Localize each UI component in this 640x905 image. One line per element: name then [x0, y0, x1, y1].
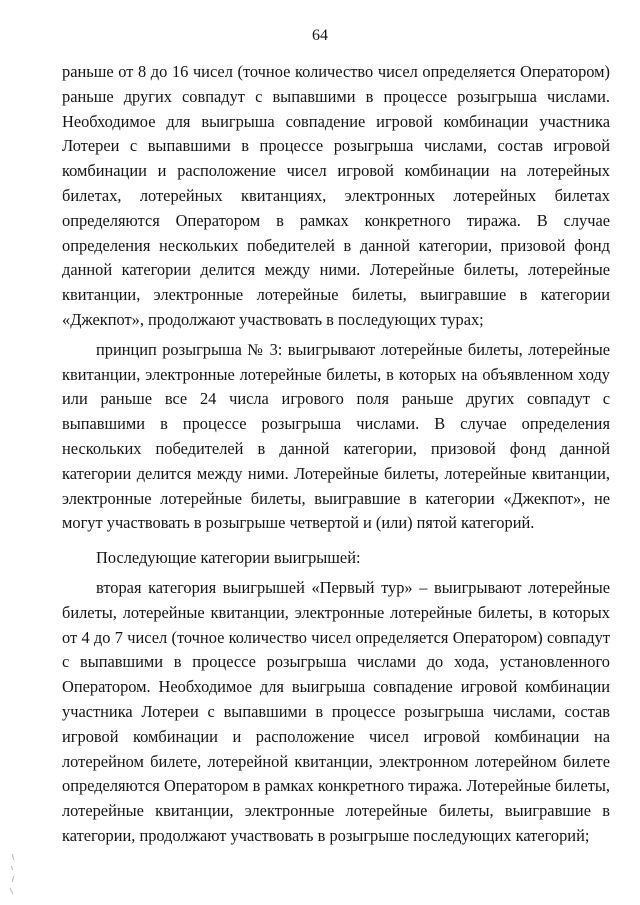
document-body	[62, 60, 610, 849]
paragraph-continuation: раньше от 8 до 16 чисел (точное количество чисел определяется Оператором) раньше других совпадут с выпавшими в процессе розыгрыша числами. Необходимое для выигрыша совпадение игровой комбинации участника Лотереи с выпавшими в процессе розыгрыша числами, состав игровой комбинации и расположение чисел игровой комбинации на лотерейных билетах, лотерейных квитанциях, электронных лотерейных билетах определяются Оператором в рамках конкретного тиража. В случае определения нескольких победителей в данной категории, призовой фонд данной категории делится между ними. Лотерейные билеты, лотерейные квитанции, электронные лотерейные билеты, выигравшие в категории «Джекпот», продолжают участвовать в последующих турах;	[62, 62, 610, 329]
paragraph-draw-principle-3: принцип розыгрыша № 3: выигрывают лотерейные билеты, лотерейные квитанции, электронные лотерейные билеты, в которых на объявленном ходу или раньше все 24 числа игрового поля раньше других совпадут с выпавшими в процессе розыгрыша числами. В случае определения нескольких победителей в данной категории, призовой фонд данной категории делится между ними. Лотерейные билеты, лотерейные квитанции, электронные лотерейные билеты, выигравшие в категории «Джекпот», не могут участвовать в розыгрыше четвертой и (или) пятой категорий.	[62, 339, 610, 533]
scan-edge-marks	[8, 852, 22, 900]
paragraph-subsequent-categories-heading: Последующие категории выигрышей:	[96, 548, 361, 568]
paragraph-second-category: вторая категория выигрышей «Первый тур» – выигрывают лотерейные билеты, лотерейные квитанции, электронные лотерейные билеты, в которых от 4 до 7 чисел (точное количество чисел определяется Оператором) совпадут с выпавшими в процессе розыгрыша числами до хода, установленного Оператором. Необходимое для выигрыша совпадение игровой комбинации участника Лотереи с выпавшими в процессе розыгрыша числами, состав игровой комбинации и расположение чисел игровой комбинации на лотерейном билете, лотерейной квитанции, электронном лотерейном билете определяются Оператором в рамках конкретного тиража. Лотерейные билеты, лотерейные квитанции, электронные лотерейные билеты, выигравшие в категории, продолжают участвовать в розыгрыше последующих категорий;	[62, 577, 610, 845]
page-number: 64	[312, 27, 328, 44]
